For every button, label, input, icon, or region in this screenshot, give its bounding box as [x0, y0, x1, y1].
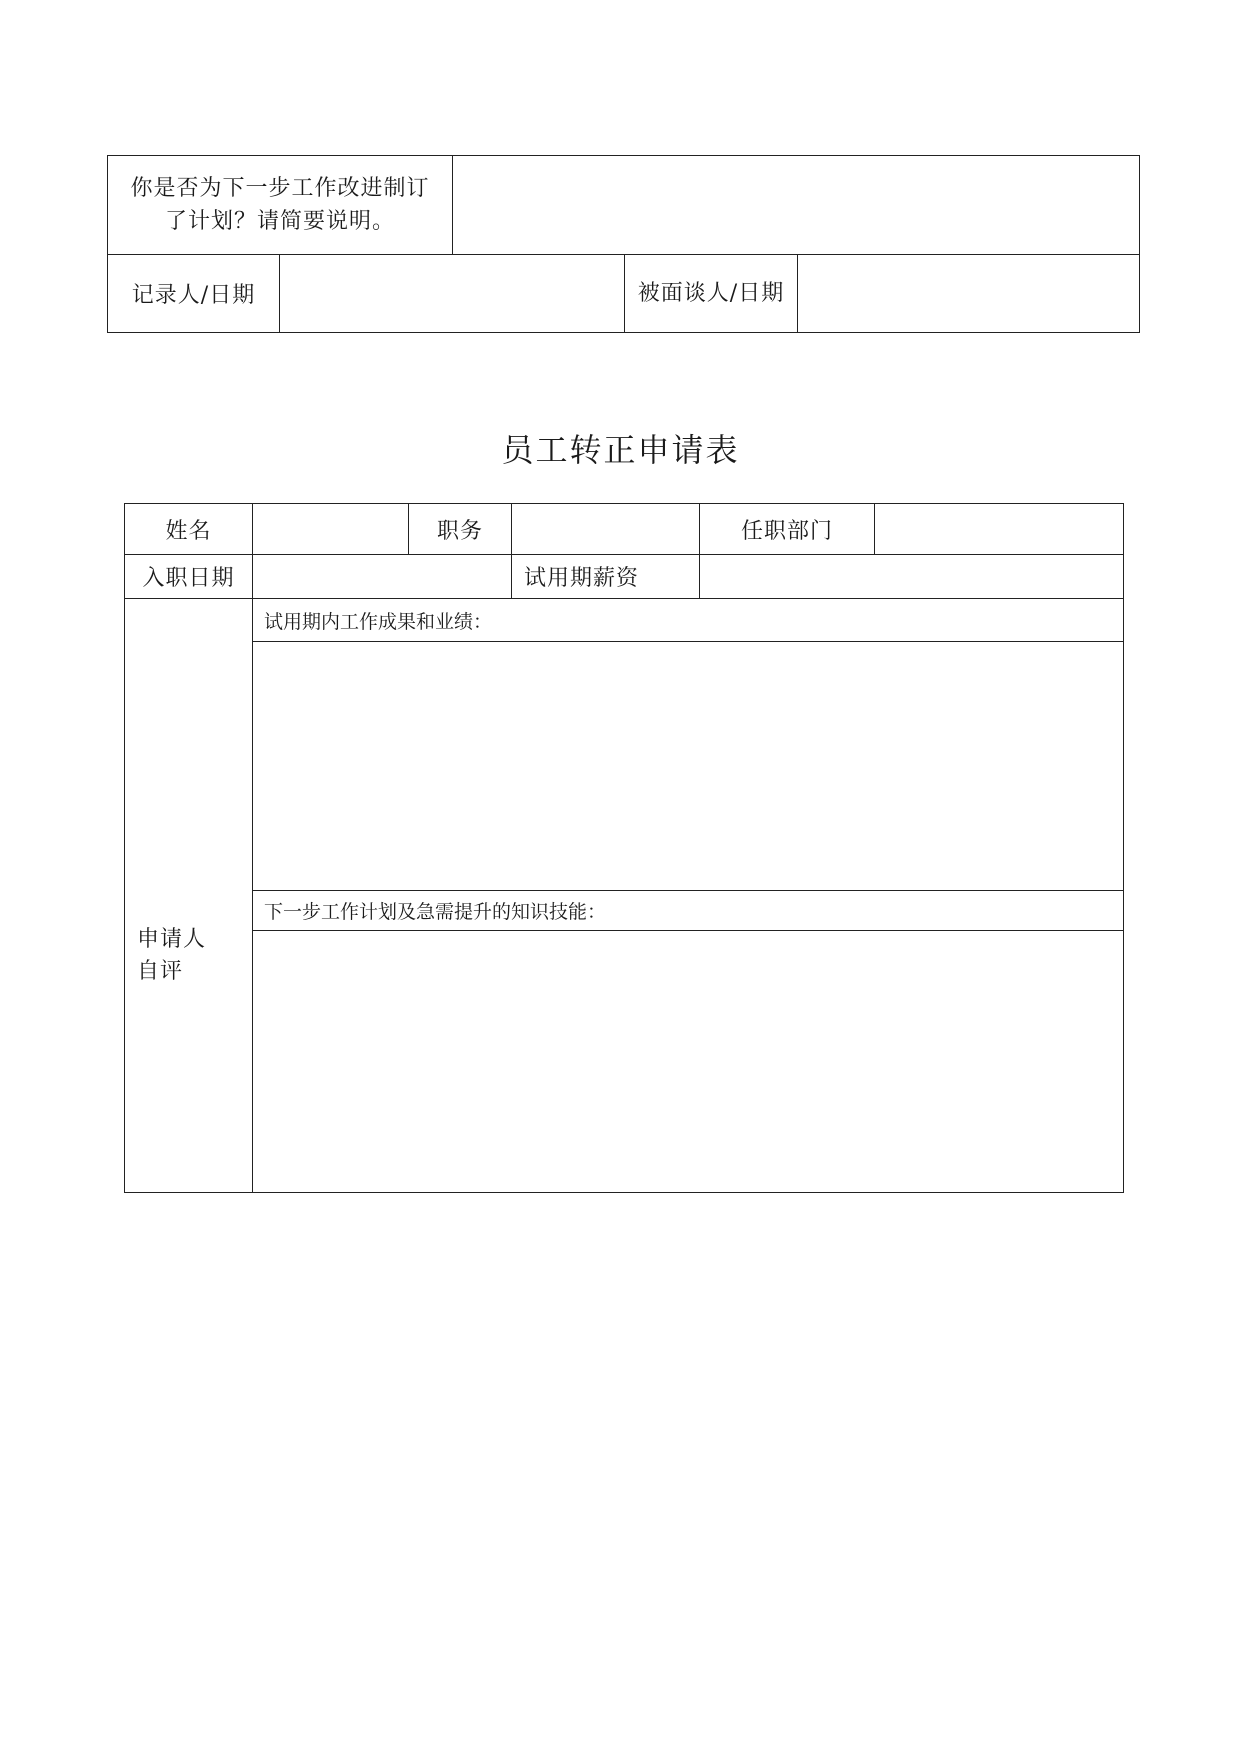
probation-salary-label: 试用期薪资: [512, 555, 700, 599]
improvement-plan-answer-field[interactable]: [453, 156, 1140, 255]
next-plan-field[interactable]: [253, 931, 1124, 1193]
next-plan-label: 下一步工作计划及急需提升的知识技能：: [253, 891, 1124, 931]
probation-salary-field[interactable]: [700, 555, 1124, 599]
name-field[interactable]: [253, 504, 409, 555]
hire-date-field[interactable]: [253, 555, 512, 599]
improvement-plan-question: 你是否为下一步工作改进制订了计划？请简要说明。: [108, 156, 453, 255]
hire-date-label: 入职日期: [125, 555, 253, 599]
interviewee-date-field[interactable]: [798, 255, 1140, 333]
department-field[interactable]: [875, 504, 1124, 555]
department-label: 任职部门: [700, 504, 875, 555]
achievements-label: 试用期内工作成果和业绩：: [253, 599, 1124, 642]
self-eval-label: 申请人自评: [125, 599, 253, 1193]
name-label: 姓名: [125, 504, 253, 555]
confirmation-form-table: [124, 503, 1124, 1193]
interviewee-date-label: 被面谈人/日期: [625, 255, 798, 333]
position-label: 职务: [409, 504, 512, 555]
recorder-date-field[interactable]: [280, 255, 625, 333]
form-title: 员工转正申请表: [501, 431, 740, 469]
achievements-field[interactable]: [253, 642, 1124, 891]
recorder-date-label: 记录人/日期: [108, 255, 280, 333]
position-field[interactable]: [512, 504, 700, 555]
review-table: [107, 155, 1140, 333]
